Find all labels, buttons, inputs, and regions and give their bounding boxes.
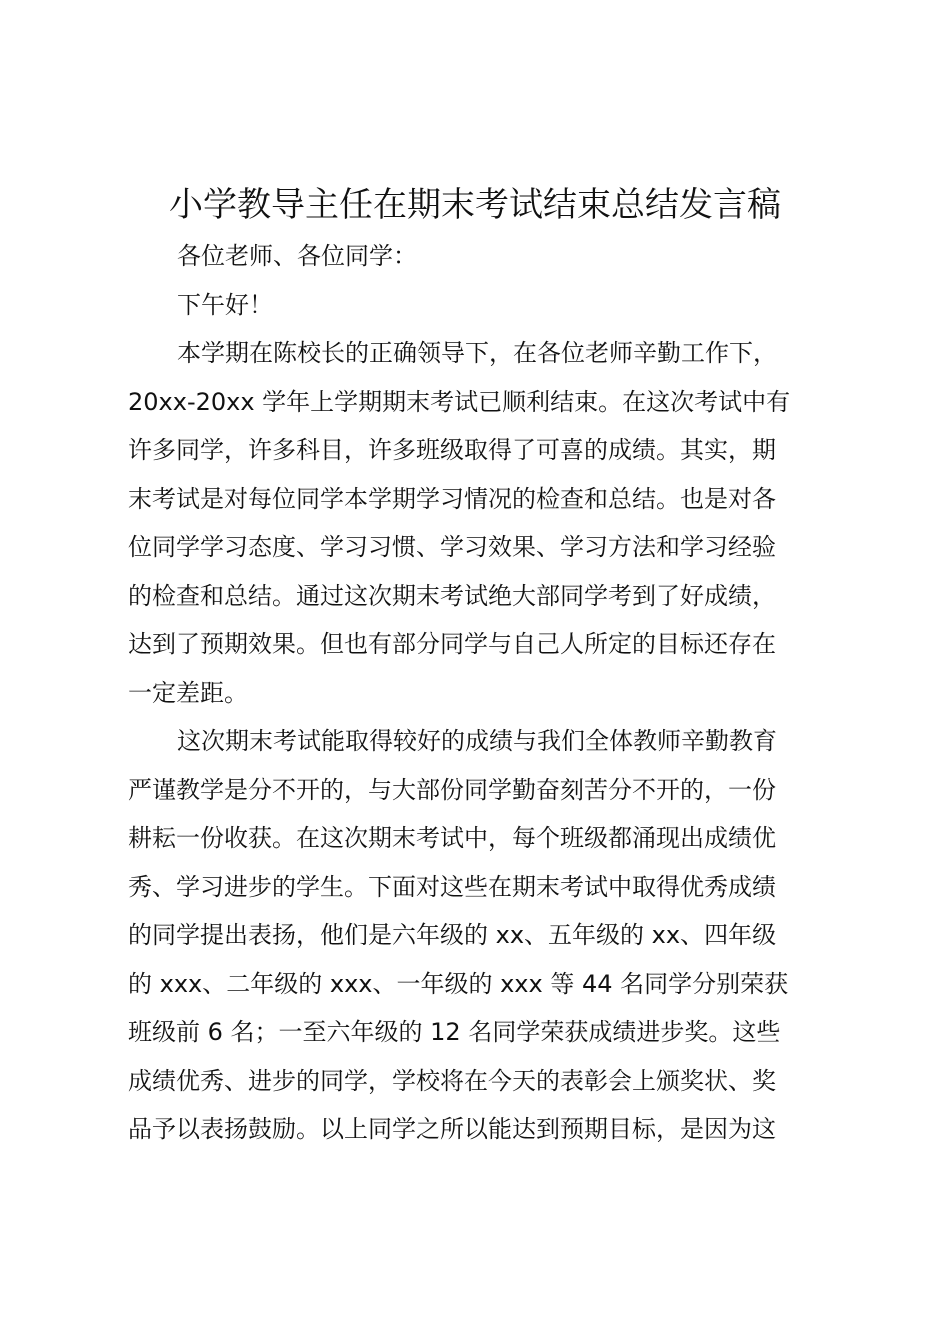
paragraph-line: 的同学提出表扬，他们是六年级的 xx、五年级的 xx、四年级 (128, 921, 777, 949)
document-title: 小学教导主任在期末考试结束总结发言稿 (169, 185, 781, 225)
paragraph-line: 耕耘一份收获。在这次期末考试中，每个班级都涌现出成绩优 (128, 824, 776, 852)
paragraph-line: 20xx-20xx 学年上学期期末考试已顺利结束。在这次考试中有 (128, 387, 791, 416)
paragraph-line: 的 xxx、二年级的 xxx、一年级的 xxx 等 44 名同学分别荣获 (128, 969, 789, 998)
salutation-line: 下午好！ (177, 290, 273, 319)
paragraph-line: 位同学学习态度、学习习惯、学习效果、学习方法和学习经验 (128, 533, 776, 561)
salutation-paragraph (128, 281, 833, 330)
paragraph-line: 达到了预期效果。但也有部分同学与自己人所定的目标还存在 (128, 630, 776, 658)
paragraph-line: 一定差距。 (128, 678, 248, 707)
paragraph-line: 这次期末考试能取得较好的成绩与我们全体教师辛勤教育 (177, 727, 777, 755)
paragraph-line: 的检查和总结。通过这次期末考试绝大部同学考到了好成绩， (128, 581, 776, 610)
paragraph-1 (128, 329, 833, 717)
document-body (128, 232, 833, 1154)
paragraph-line: 秀、学习进步的学生。下面对这些在期末考试中取得优秀成绩 (128, 872, 776, 901)
paragraph-2 (128, 717, 833, 1154)
paragraph-line: 班级前 6 名；一至六年级的 12 名同学荣获成绩进步奖。这些 (128, 1018, 781, 1046)
greeting-line: 各位老师、各位同学： (177, 242, 417, 270)
paragraph-line: 成绩优秀、进步的同学，学校将在今天的表彰会上颁奖状、奖 (128, 1066, 776, 1095)
paragraph-line: 末考试是对每位同学本学期学习情况的检查和总结。也是对各 (128, 484, 776, 513)
paragraph-line: 本学期在陈校长的正确领导下，在各位老师辛勤工作下， (177, 339, 777, 367)
paragraph-line: 品予以表扬鼓励。以上同学之所以能达到预期目标，是因为这 (128, 1115, 776, 1143)
greeting-paragraph (128, 232, 833, 281)
paragraph-line: 许多同学，许多科目，许多班级取得了可喜的成绩。其实，期 (128, 436, 776, 464)
paragraph-line: 严谨教学是分不开的，与大部份同学勤奋刻苦分不开的，一份 (128, 775, 776, 804)
